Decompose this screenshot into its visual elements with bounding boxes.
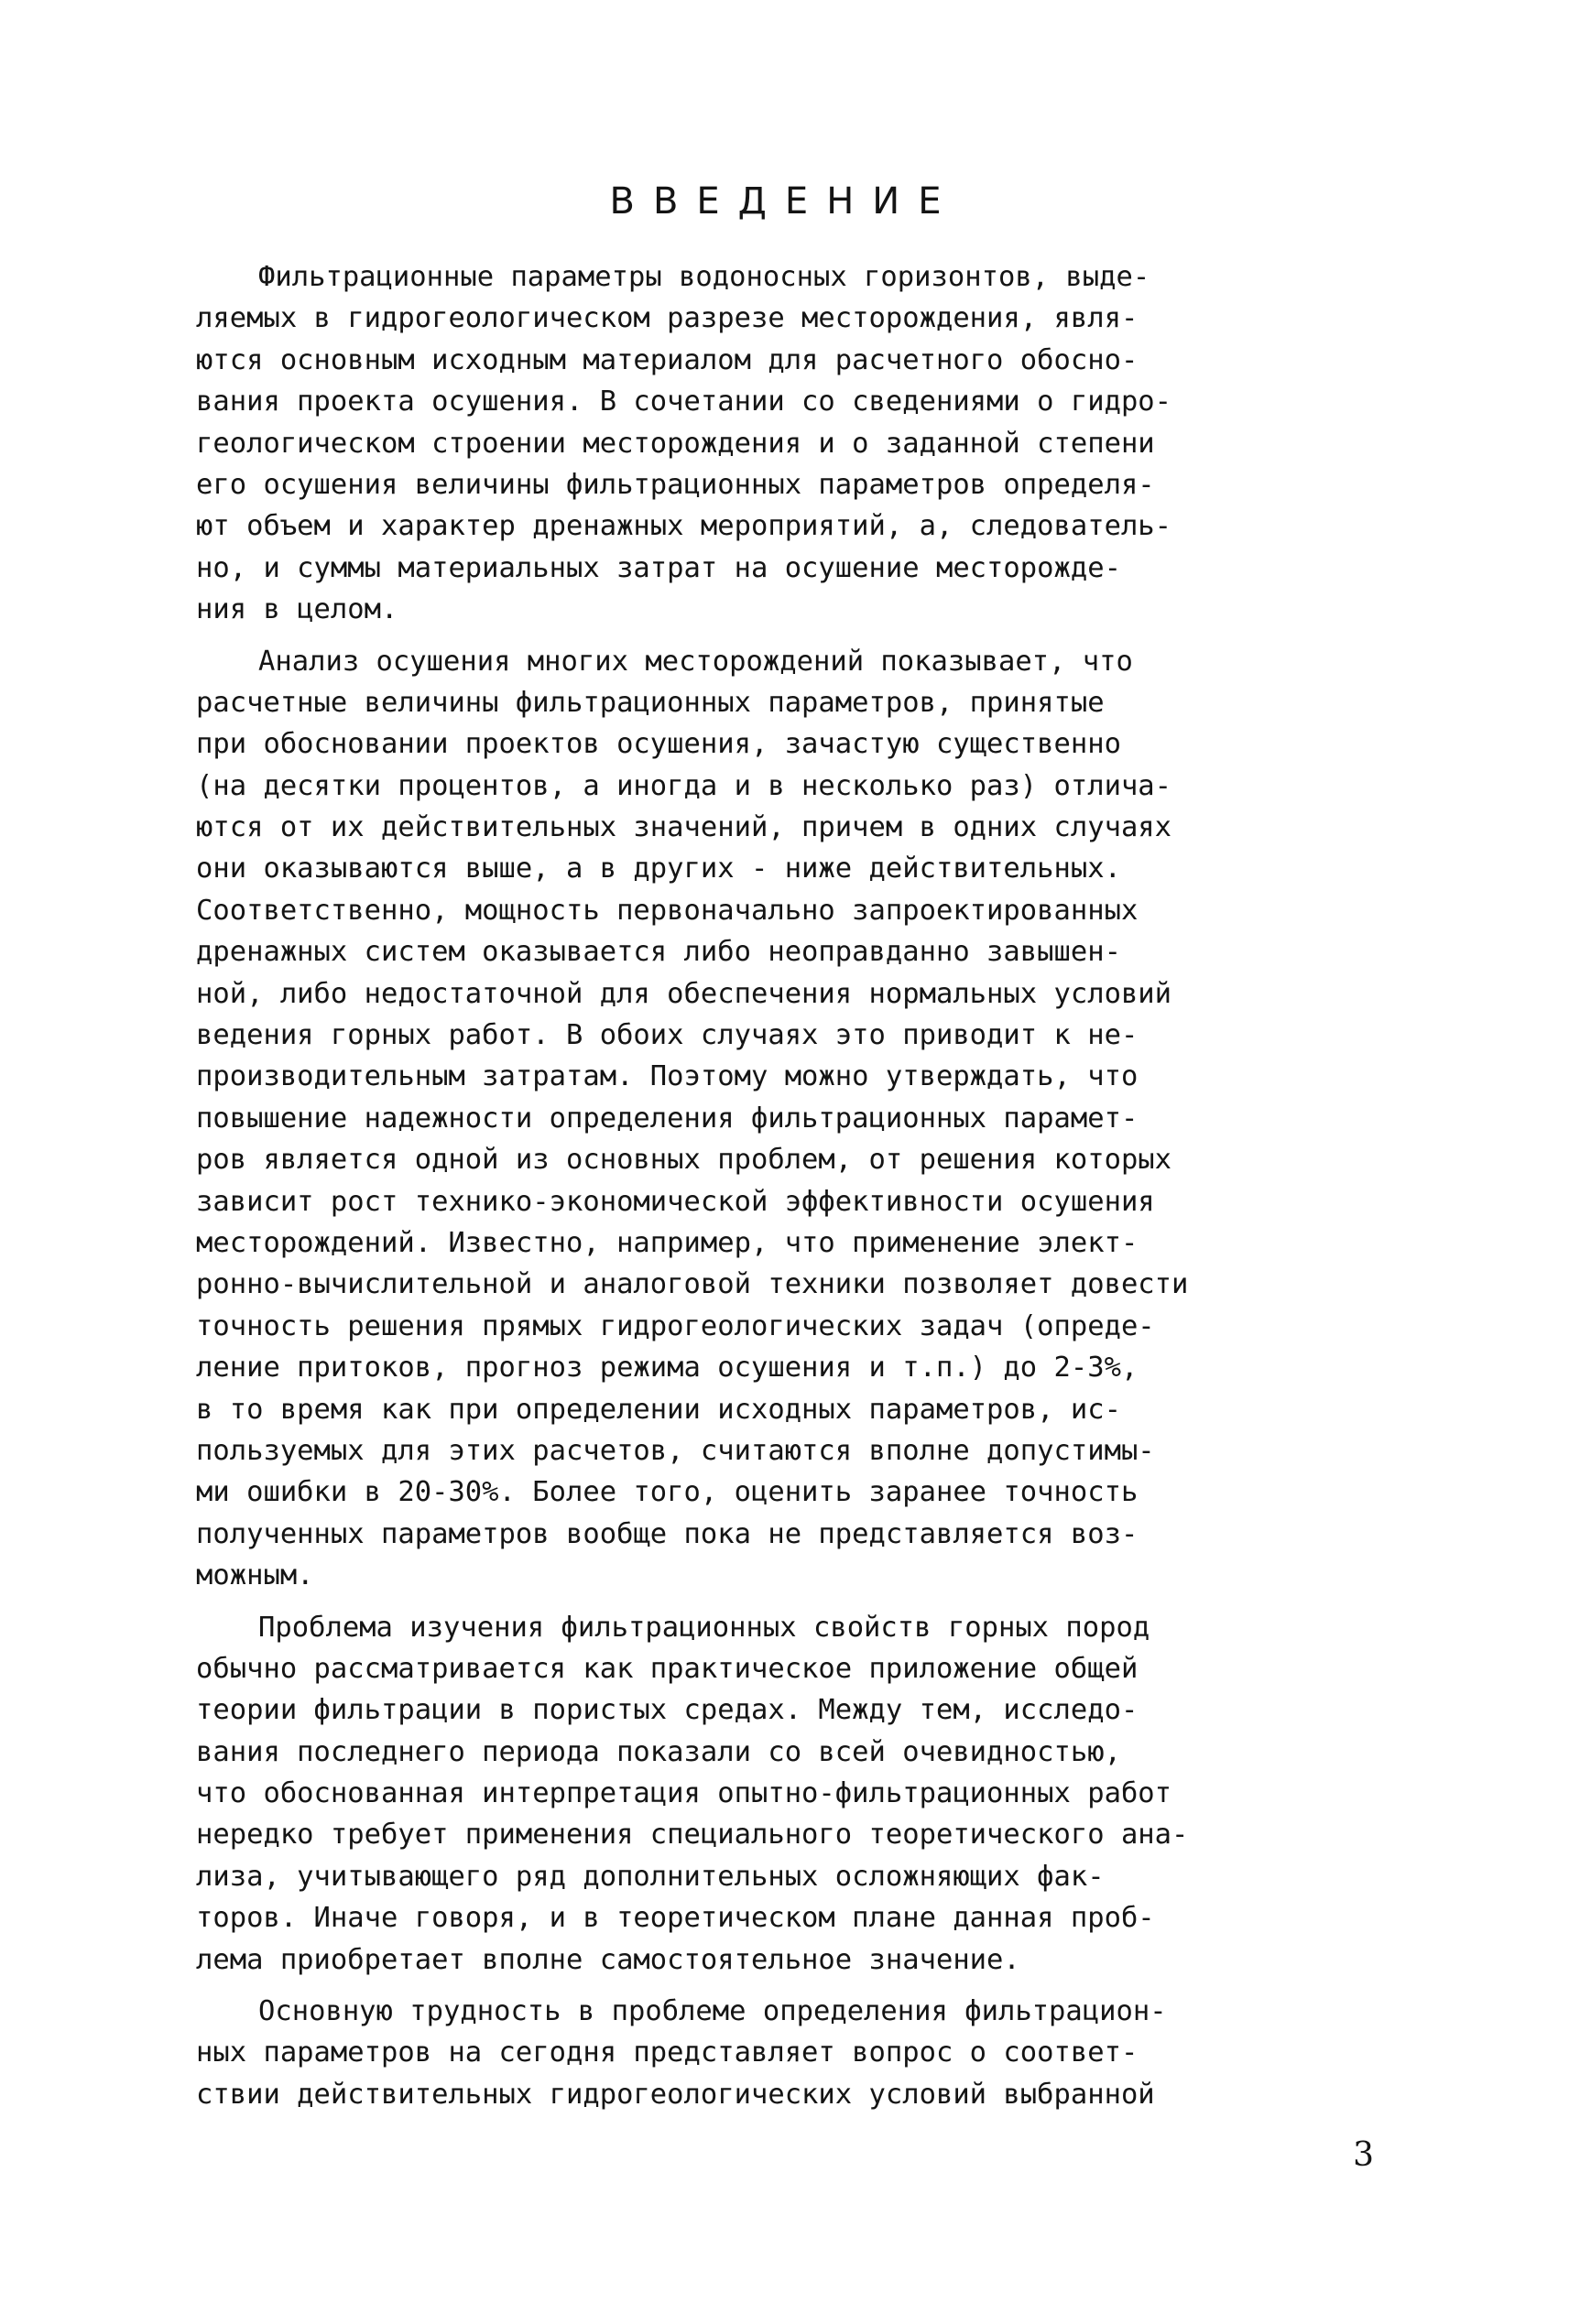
text-line: его осушения величины фильтрационных параметров определя- xyxy=(196,468,1155,501)
text-line: ния в целом. xyxy=(196,593,398,626)
text-line: ствии действительных гидрогеологических условий выбранной xyxy=(196,2078,1155,2111)
paragraph-3 xyxy=(196,1607,1405,1982)
text-line: теории фильтрации в пористых средах. Между тем, исследо- xyxy=(196,1694,1139,1727)
text-line: вания последнего периода показали со всей очевидностью, xyxy=(196,1735,1121,1768)
text-line: ются основным исходным материалом для расчетного обосно- xyxy=(196,343,1139,376)
text-line: что обоснованная интерпретация опытно-фильтрационных работ xyxy=(196,1777,1172,1810)
text-line: обычно рассматривается как практическое приложение общей xyxy=(196,1652,1139,1685)
text-line: ров является одной из основных проблем, от решения которых xyxy=(196,1144,1172,1177)
text-line: повышение надежности определения фильтрационных парамет- xyxy=(196,1102,1139,1135)
text-line: месторождений. Известно, например, что применение элект- xyxy=(196,1226,1139,1259)
text-line: Соответственно, мощность первоначально запроектированных xyxy=(196,894,1139,927)
text-line: ление притоков, прогноз режима осушения и т.п.) до 2-3%, xyxy=(196,1352,1139,1385)
text-line: они оказываются выше, а в других - ниже действительных. xyxy=(196,852,1121,885)
text-line: но, и суммы материальных затрат на осушение месторожде- xyxy=(196,551,1121,584)
page-number: 3 xyxy=(1353,2136,1374,2174)
paragraph-1 xyxy=(196,256,1405,631)
text-line: ной, либо недостаточной для обеспечения нормальных условий xyxy=(196,977,1172,1010)
text-line: ляемых в гидрогеологическом разрезе месторождения, явля- xyxy=(196,302,1139,335)
paragraph-4 xyxy=(196,1991,1405,2115)
text-line: (на десятки процентов, а иногда и в несколько раз) отлича- xyxy=(196,769,1172,802)
text-line: пользуемых для этих расчетов, считаются вполне допустимы- xyxy=(196,1434,1155,1467)
text-line: полученных параметров вообще пока не представляется воз- xyxy=(196,1517,1139,1550)
text-line: геологическом строении месторождения и о заданной степени xyxy=(196,427,1155,460)
text-line: производительным затратам. Поэтому можно утверждать, что xyxy=(196,1060,1139,1093)
text-line: Фильтрационные параметры водоносных горизонтов, выде- xyxy=(258,261,1150,293)
text-line: ронно-вычислительной и аналоговой техники позволяет довести xyxy=(196,1268,1189,1301)
text-line: Анализ осушения многих месторождений показывает, что xyxy=(258,645,1133,678)
text-line: нередко требует применения специального теоретического ана- xyxy=(196,1819,1189,1852)
text-line: ведения горных работ. В обоих случаях это приводит к не- xyxy=(196,1019,1139,1052)
text-line: торов. Иначе говоря, и в теоретическом плане данная проб- xyxy=(196,1902,1155,1935)
paragraph-2 xyxy=(196,641,1405,1597)
text-line: ют объем и характер дренажных мероприятий, а, следователь- xyxy=(196,510,1172,543)
text-line: при обосновании проектов осушения, зачастую существенно xyxy=(196,728,1121,761)
text-line: можным. xyxy=(196,1559,314,1592)
text-line: вания проекта осушения. В сочетании со сведениями о гидро- xyxy=(196,386,1172,418)
text-line: ми ошибки в 20-30%. Более того, оценить заранее точность xyxy=(196,1476,1139,1509)
page-title: ВВЕДЕНИЕ xyxy=(609,180,960,223)
body-text xyxy=(196,256,1405,2125)
text-line: зависит рост технико-экономической эффективности осушения xyxy=(196,1185,1155,1218)
text-line: лема приобретает вполне самостоятельное значение. xyxy=(196,1943,1020,1976)
text-line: Основную трудность в проблеме определения фильтрацион- xyxy=(258,1995,1167,2028)
text-line: дренажных систем оказывается либо неоправданно завышен- xyxy=(196,936,1121,969)
text-line: ются от их действительных значений, причем в одних случаях xyxy=(196,811,1172,844)
text-line: расчетные величины фильтрационных параметров, принятые xyxy=(196,686,1105,719)
text-line: лиза, учитывающего ряд дополнительных осложняющих фак- xyxy=(196,1860,1105,1893)
text-line: ных параметров на сегодня представляет вопрос о соответ- xyxy=(196,2036,1139,2069)
text-line: в то время как при определении исходных параметров, ис- xyxy=(196,1393,1121,1426)
text-line: точность решения прямых гидрогеологических задач (опреде- xyxy=(196,1309,1155,1342)
text-line: Проблема изучения фильтрационных свойств горных пород xyxy=(258,1611,1150,1644)
